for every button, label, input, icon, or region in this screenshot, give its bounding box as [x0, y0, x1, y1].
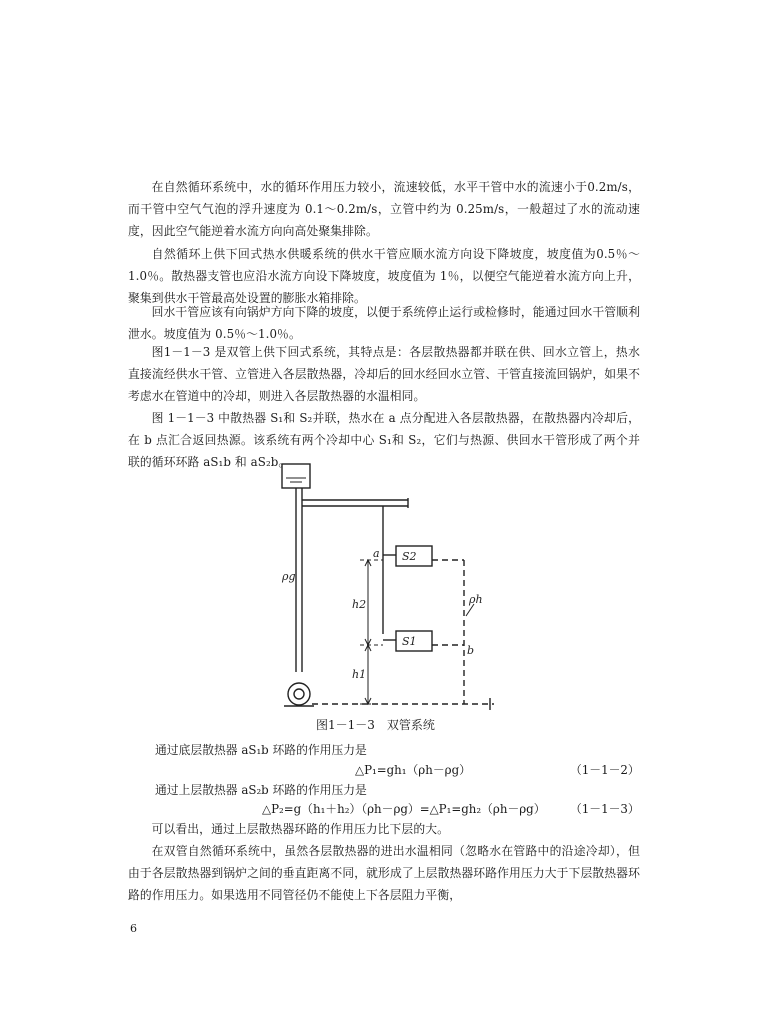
paragraph-7: 在双管自然循环系统中，虽然各层散热器的进出水温相同（忽略水在管路中的沿途冷却），但由于各层散热器到锅炉之间的垂直距离不同，就形成了上层散热器环路作用压力大于下层散热器环路的作用压力。如果选用不同管径仍不能使上下各层阻力平衡， — [128, 844, 640, 902]
boiler — [288, 683, 310, 705]
paragraph-3: 回水干管应该有向锅炉方向下降的坡度，以便于系统停止运行或检修时，能通过回水干管顺利泄水。坡度值为 0.5％～1.0％。 — [128, 305, 640, 341]
height-h1-label: h1 — [352, 668, 367, 681]
radiator-s2-label: S2 — [402, 550, 417, 563]
formula-2: △P₂=g（h₁＋h₂）（ρh－ρg）=△P₁=gh₂（ρh－ρg） — [262, 802, 546, 816]
double-pipe-system-diagram — [268, 462, 500, 714]
formula-2-number: （1－1－3） — [570, 802, 640, 816]
paragraph-1: 在自然循环系统中，水的循环作用压力较小，流速较低，水平干管中水的流速小于0.2m/s，而干管中空气气泡的浮升速度为 0.1～0.2m/s，立管中约为 0.25m/s，一般超过了水的流动速度，因此空气能逆着水流方向向高处聚集排除。 — [128, 180, 640, 238]
rho-g-label: ρg — [282, 570, 296, 583]
return-riser — [312, 560, 494, 704]
radiator-s1-label: S1 — [402, 635, 417, 648]
paragraph-6: 可以看出，通过上层散热器环路的作用压力比下层的大。 — [151, 822, 450, 836]
paragraph-2: 自然循环上供下回式热水供暖系统的供水干管应顺水流方向设下降坡度，坡度值为0.5％～1.0％。散热器支管也应沿水流方向设下降坡度，坡度值为 1％，以便空气能逆着水流方向上升，聚集到供水干管最高处设置的膨胀水箱排除。 — [128, 247, 640, 305]
figure-caption: 图1－1－3 双管系统 — [316, 718, 435, 732]
expansion-tank — [282, 464, 310, 488]
rho-h-label: ρh — [469, 593, 483, 606]
paragraph-5: 图 1－1－3 中散热器 S₁和 S₂并联，热水在 a 点分配进入各层散热器，在散热器内冷却后，在 b 点汇合返回热源。该系统有两个冷却中心 S₁和 S₂，它们与热源、供回水干管形成了两个并联的循环环路 aS₁b 和 aS₂b。 — [128, 411, 640, 469]
formula-1: △P₁=gh₁（ρh－ρg） — [355, 763, 471, 777]
point-b-label: b — [467, 644, 475, 657]
formula-intro-1: 通过底层散热器 aS₁b 环路的作用压力是 — [155, 743, 367, 757]
formula-1-number: （1－1－2） — [570, 763, 640, 777]
height-h2-label: h2 — [352, 598, 367, 611]
page-number: 6 — [130, 922, 137, 935]
formula-intro-2: 通过上层散热器 aS₂b 环路的作用压力是 — [155, 783, 367, 797]
point-a-label: a — [373, 547, 380, 560]
paragraph-4: 图1－1－3 是双管上供下回式系统，其特点是：各层散热器都并联在供、回水立管上，热水直接流经供水干管、立管进入各层散热器，冷却后的回水经回水立管、干管直接流回锅炉，如果不考虑水在管道中的冷却，则进入各层散热器的水温相同。 — [128, 345, 640, 403]
